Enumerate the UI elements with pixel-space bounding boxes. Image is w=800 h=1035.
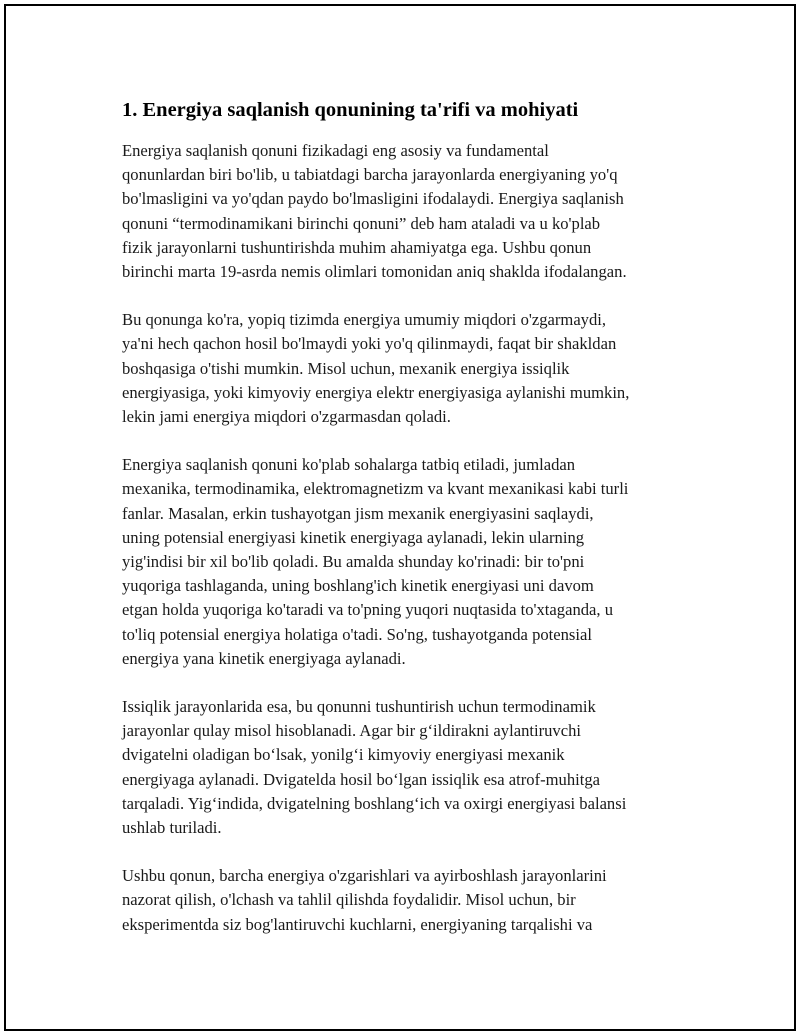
paragraph-line: lekin jami energiya miqdori o'zgarmasdan qoladi. [122, 407, 451, 427]
paragraph-line: qonuni “termodinamikani birinchi qonuni” deb ham ataladi va u ko'plab [122, 213, 601, 233]
document-body [119, 96, 699, 961]
paragraph-line: Energiya saqlanish qonuni fizikadagi eng asosiy va fundamental [122, 141, 549, 160]
paragraph [122, 308, 699, 429]
paragraph-line: tarqaladi. Yig‘indida, dvigatelning boshlang‘ich va oxirgi energiyasi balansi [122, 793, 627, 813]
paragraph [122, 695, 699, 840]
paragraph-line: Bu qonunga ko'ra, yopiq tizimda energiya umumiy miqdori o'zgarmaydi, [122, 310, 607, 330]
paragraph-line: Energiya saqlanish qonuni ko'plab sohalarga tatbiq etiladi, jumladan [122, 455, 576, 475]
paragraph-line: bo'lmasligini va yo'qdan paydo bo'lmasligini ifodalaydi. Energiya saqlanish [122, 189, 624, 209]
paragraph-line: eksperimentda siz bog'lantiruvchi kuchlarni, energiyaning tarqalishi va [122, 914, 593, 934]
paragraph [122, 864, 699, 937]
paragraph-line: to'liq potensial energiya holatiga o'tadi. So'ng, tushayotganda potensial [122, 624, 592, 644]
page-frame [4, 4, 796, 1031]
paragraph-line: jarayonlar qulay misol hisoblanadi. Agar bir g‘ildirakni aylantiruvchi [122, 721, 581, 741]
paragraph-line: ushlab turiladi. [122, 818, 222, 838]
paragraph-line: qonunlardan biri bo'lib, u tabiatdagi barcha jarayonlarda energiyaning yo'q [122, 165, 618, 185]
paragraph-line: dvigatelni oladigan bo‘lsak, yonilg‘i kimyoviy energiyasi mexanik [122, 745, 565, 765]
paragraph-line: energiyaga aylanadi. Dvigatelda hosil bo‘lgan issiqlik esa atrof-muhitga [122, 769, 601, 789]
paragraph-line: boshqasiga o'tishi mumkin. Misol uchun, mexanik energiya issiqlik [122, 358, 570, 378]
paragraph-list [119, 139, 699, 937]
paragraph-line: yig'indisi bir xil bo'lib qoladi. Bu amalda shunday ko'rinadi: bir to'pni [122, 552, 585, 572]
paragraph-line: ya'ni hech qachon hosil bo'lmaydi yoki yo'q qilinmaydi, faqat bir shakldan [122, 334, 617, 354]
paragraph [122, 453, 699, 671]
paragraph-line: yuqoriga tashlaganda, uning boshlang'ich kinetik energiyasi uni davom [122, 576, 594, 596]
paragraph-line: nazorat qilish, o'lchash va tahlil qilishda foydalidir. Misol uchun, bir [122, 890, 576, 910]
paragraph-line: energiya yana kinetik energiyaga aylanadi. [122, 648, 406, 668]
paragraph-line: birinchi marta 19-asrda nemis olimlari tomonidan aniq shaklda ifodalangan. [122, 262, 627, 282]
paragraph-line: fanlar. Masalan, erkin tushayotgan jism mexanik energiyasini saqlaydi, [122, 503, 594, 523]
paragraph-line: Ushbu qonun, barcha energiya o'zgarishlari va ayirboshlash jarayonlarini [122, 866, 607, 886]
paragraph [122, 139, 699, 284]
paragraph-line: uning potensial energiyasi kinetik energiyaga aylanadi, lekin ularning [122, 527, 585, 547]
paragraph-line: etgan holda yuqoriga ko'taradi va to'pning yuqori nuqtasida to'xtaganda, u [122, 600, 613, 620]
paragraph-line: mexanika, termodinamika, elektromagnetizm va kvant mexanikasi kabi turli [122, 479, 629, 499]
paragraph-line: Issiqlik jarayonlarida esa, bu qonunni tushuntirish uchun termodinamik [122, 697, 596, 717]
section-heading: 1. Energiya saqlanish qonunining ta'rifi va mohiyati [122, 99, 579, 121]
paragraph-line: energiyasiga, yoki kimyoviy energiya elektr energiyasiga aylanishi mumkin, [122, 382, 630, 402]
paragraph-line: fizik jarayonlarni tushuntirishda muhim ahamiyatga ega. Ushbu qonun [122, 237, 592, 257]
